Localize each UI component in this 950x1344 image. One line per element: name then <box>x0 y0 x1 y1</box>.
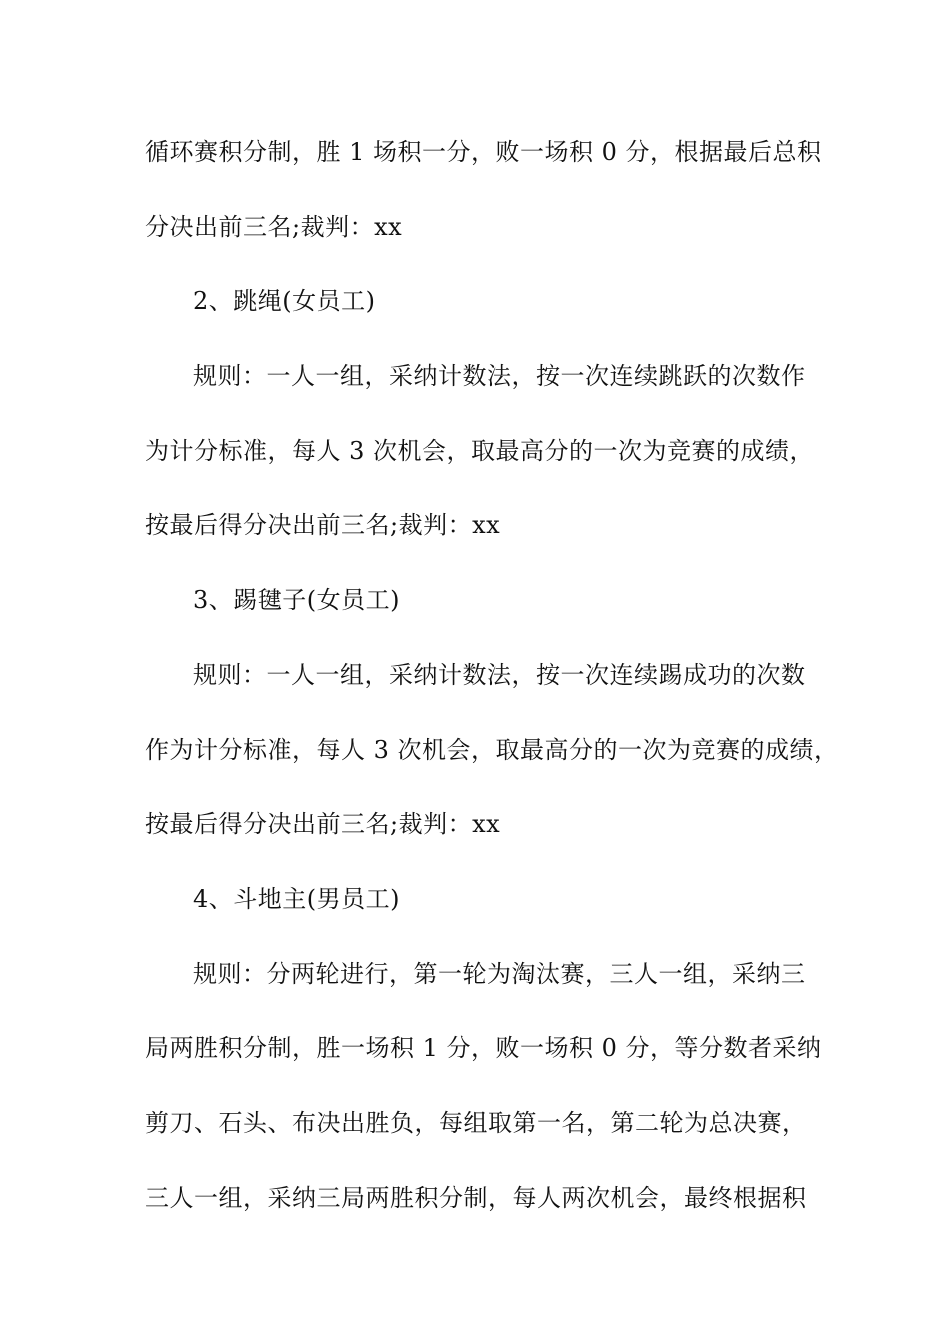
text-line: 循环赛积分制，胜 1 场积一分，败一场积 0 分，根据最后总积 <box>145 138 822 166</box>
text-line: 局两胜积分制，胜一场积 1 分，败一场积 0 分，等分数者采纳 <box>145 1034 822 1063</box>
text-line: 剪刀、石头、布决出胜负，每组取第一名，第二轮为总决赛， <box>145 1108 807 1137</box>
section-heading-tijianzi: 3、踢毽子(女员工) <box>193 586 400 615</box>
text-line: 分决出前三名;裁判：xx <box>145 212 403 241</box>
text-line: 规则：一人一组，采纳计数法，按一次连续跳跃的次数作 <box>193 362 806 391</box>
text-line: 作为计分标准，每人 3 次机会，取最高分的一次为竞赛的成绩， <box>145 735 839 764</box>
document-body <box>145 128 839 1248</box>
text-line: 规则：分两轮进行，第一轮为淘汰赛，三人一组，采纳三 <box>193 959 806 988</box>
text-line: 按最后得分决出前三名;裁判：xx <box>145 810 501 839</box>
text-line: 按最后得分决出前三名;裁判：xx <box>145 511 501 540</box>
text-line: 规则：一人一组，采纳计数法，按一次连续踢成功的次数 <box>193 660 806 689</box>
text-line: 三人一组，采纳三局两胜积分制，每人两次机会，最终根据积 <box>145 1183 807 1212</box>
section-heading-tiaosheng: 2、跳绳(女员工) <box>193 287 376 316</box>
text-line: 为计分标准，每人 3 次机会，取最高分的一次为竞赛的成绩， <box>145 436 815 465</box>
section-heading-doudizhu: 4、斗地主(男员工) <box>193 884 400 913</box>
